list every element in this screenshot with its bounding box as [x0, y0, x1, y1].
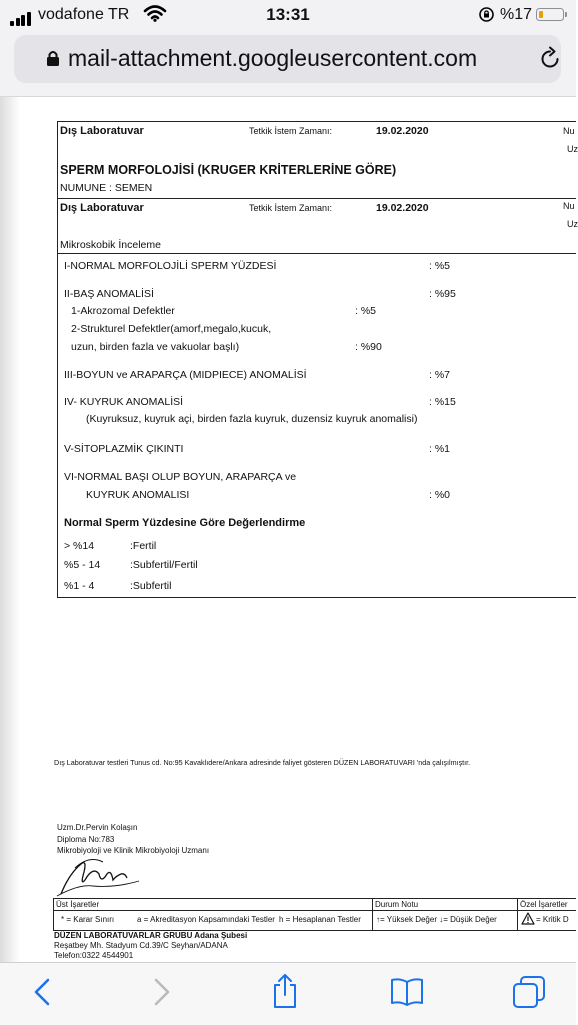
clock: 13:31: [266, 5, 310, 24]
forward-icon[interactable]: [150, 977, 174, 1007]
result-label: 2-Strukturel Defektler(amorf,megalo,kucuk,: [71, 323, 272, 335]
evaluation-range: > %14: [64, 540, 95, 552]
reload-icon[interactable]: [538, 47, 562, 71]
evaluation-result: :Fertil: [130, 540, 157, 552]
address-bar[interactable]: [14, 35, 561, 83]
doctor-title: Mikrobiyoloji ve Klinik Mikrobiyoloji Uzmanı: [57, 846, 210, 855]
company-phone: Telefon:0322 4544901: [54, 951, 134, 960]
browser-toolbar: [0, 962, 576, 1025]
cut-column-text: Nu: [563, 201, 575, 211]
result-value: : %95: [429, 288, 456, 300]
legend-key: ↑= Yüksek Değer ↓= Düşük Değer: [376, 915, 497, 924]
company-name: DÜZEN LABORATUVARLAR GRUBU Adana Şubesi: [54, 931, 248, 940]
result-label: VI-NORMAL BAŞI OLUP BOYUN, ARAPARÇA ve: [64, 471, 297, 483]
exam-date: 19.02.2020: [376, 202, 429, 214]
result-label: uzun, birden fazla ve vakuolar başlı): [71, 341, 240, 353]
company-address: Reşatbey Mh. Stadyum Cd.39/C Seyhan/ADANA: [54, 941, 228, 950]
evaluation-result: :Subfertil/Fertil: [130, 559, 198, 571]
doctor-name: Uzm.Dr.Pervin Kolaşın: [57, 823, 138, 832]
result-value: : %1: [429, 443, 451, 455]
result-label: 1-Akrozomal Defektler: [71, 305, 175, 317]
cut-column-text: Nu: [563, 126, 575, 136]
legend-key: * = Karar Sınırı: [61, 915, 115, 924]
carrier-name: vodafone TR: [38, 6, 130, 23]
cut-column-text: Uz: [567, 144, 578, 154]
exam-time-label: Tetkik İstem Zamanı:: [249, 203, 333, 213]
exam-time-label: Tetkik İstem Zamanı:: [249, 126, 333, 136]
lab-label: Dış Laboratuvar: [60, 202, 144, 214]
result-label: IV- KUYRUK ANOMALİSİ: [64, 396, 184, 408]
evaluation-range: %5 - 14: [64, 559, 101, 571]
battery-percent: %17: [500, 6, 533, 23]
result-label: III-BOYUN ve ARAPARÇA (MIDPIECE) ANOMALİSİ: [64, 369, 307, 381]
result-value: : %15: [429, 396, 456, 408]
result-value: : %5: [355, 305, 377, 317]
cut-column-text: Uz: [567, 219, 578, 229]
signature: [55, 850, 145, 900]
result-value: : %90: [355, 341, 382, 353]
battery-icon: [536, 8, 564, 21]
legend-header: Durum Notu: [375, 900, 419, 909]
lab-label: Dış Laboratuvar: [60, 125, 144, 137]
result-label: I-NORMAL MORFOLOJİLİ SPERM YÜZDESİ: [64, 260, 277, 272]
footnote: Dış Laboratuvar testleri Tunus cd. No:95 Kavaklıdere/Ankara adresinde faliyet gösteren DÜZEN LABORATUVARI 'nda çalışılmıştır.: [54, 758, 471, 767]
legend-key: h = Hesaplanan Testler: [279, 915, 361, 924]
bookmarks-icon[interactable]: [390, 977, 424, 1007]
pdf-document[interactable]: [0, 97, 576, 962]
exam-date: 19.02.2020: [376, 125, 429, 137]
legend-header: Üst İşaretler: [56, 900, 100, 909]
result-value: : %7: [429, 369, 451, 381]
legend-key: = Kritik D: [536, 915, 569, 924]
result-label: V-SİTOPLAZMİK ÇIKINTI: [64, 443, 184, 455]
result-label: (Kuyruksuz, kuyruk açi, birden fazla kuyruk, duzensiz kuyruk anomalisi): [86, 413, 418, 425]
report-title: SPERM MORFOLOJİSİ (KRUGER KRİTERLERİNE GÖRE): [60, 163, 397, 177]
share-icon[interactable]: [270, 973, 300, 1009]
orientation-lock-icon: [478, 6, 495, 23]
result-value: : %5: [429, 260, 451, 272]
evaluation-range: %1 - 4: [64, 580, 95, 592]
section-title: Mikroskobik İnceleme: [60, 239, 161, 251]
back-icon[interactable]: [30, 977, 54, 1007]
tabs-icon[interactable]: [512, 975, 546, 1009]
result-value: : %0: [429, 489, 451, 501]
result-label: KUYRUK ANOMALISI: [86, 489, 190, 501]
url-text: mail-attachment.googleusercontent.com: [68, 45, 478, 71]
sample-type: NUMUNE : SEMEN: [60, 182, 153, 194]
warning-icon: [521, 912, 535, 925]
status-bar: [0, 0, 576, 30]
evaluation-result: :Subfertil: [130, 580, 172, 592]
legend-key: a = Akreditasyon Kapsamındaki Testler: [137, 915, 275, 924]
lock-icon: [46, 49, 60, 67]
browser-address-area: [0, 30, 576, 97]
doctor-diploma: Diploma No:783: [57, 835, 115, 844]
legend-header: Özel İşaretler: [520, 900, 568, 909]
evaluation-title: Normal Sperm Yüzdesine Göre Değerlendirme: [64, 517, 306, 529]
result-label: II-BAŞ ANOMALİSİ: [64, 288, 154, 300]
